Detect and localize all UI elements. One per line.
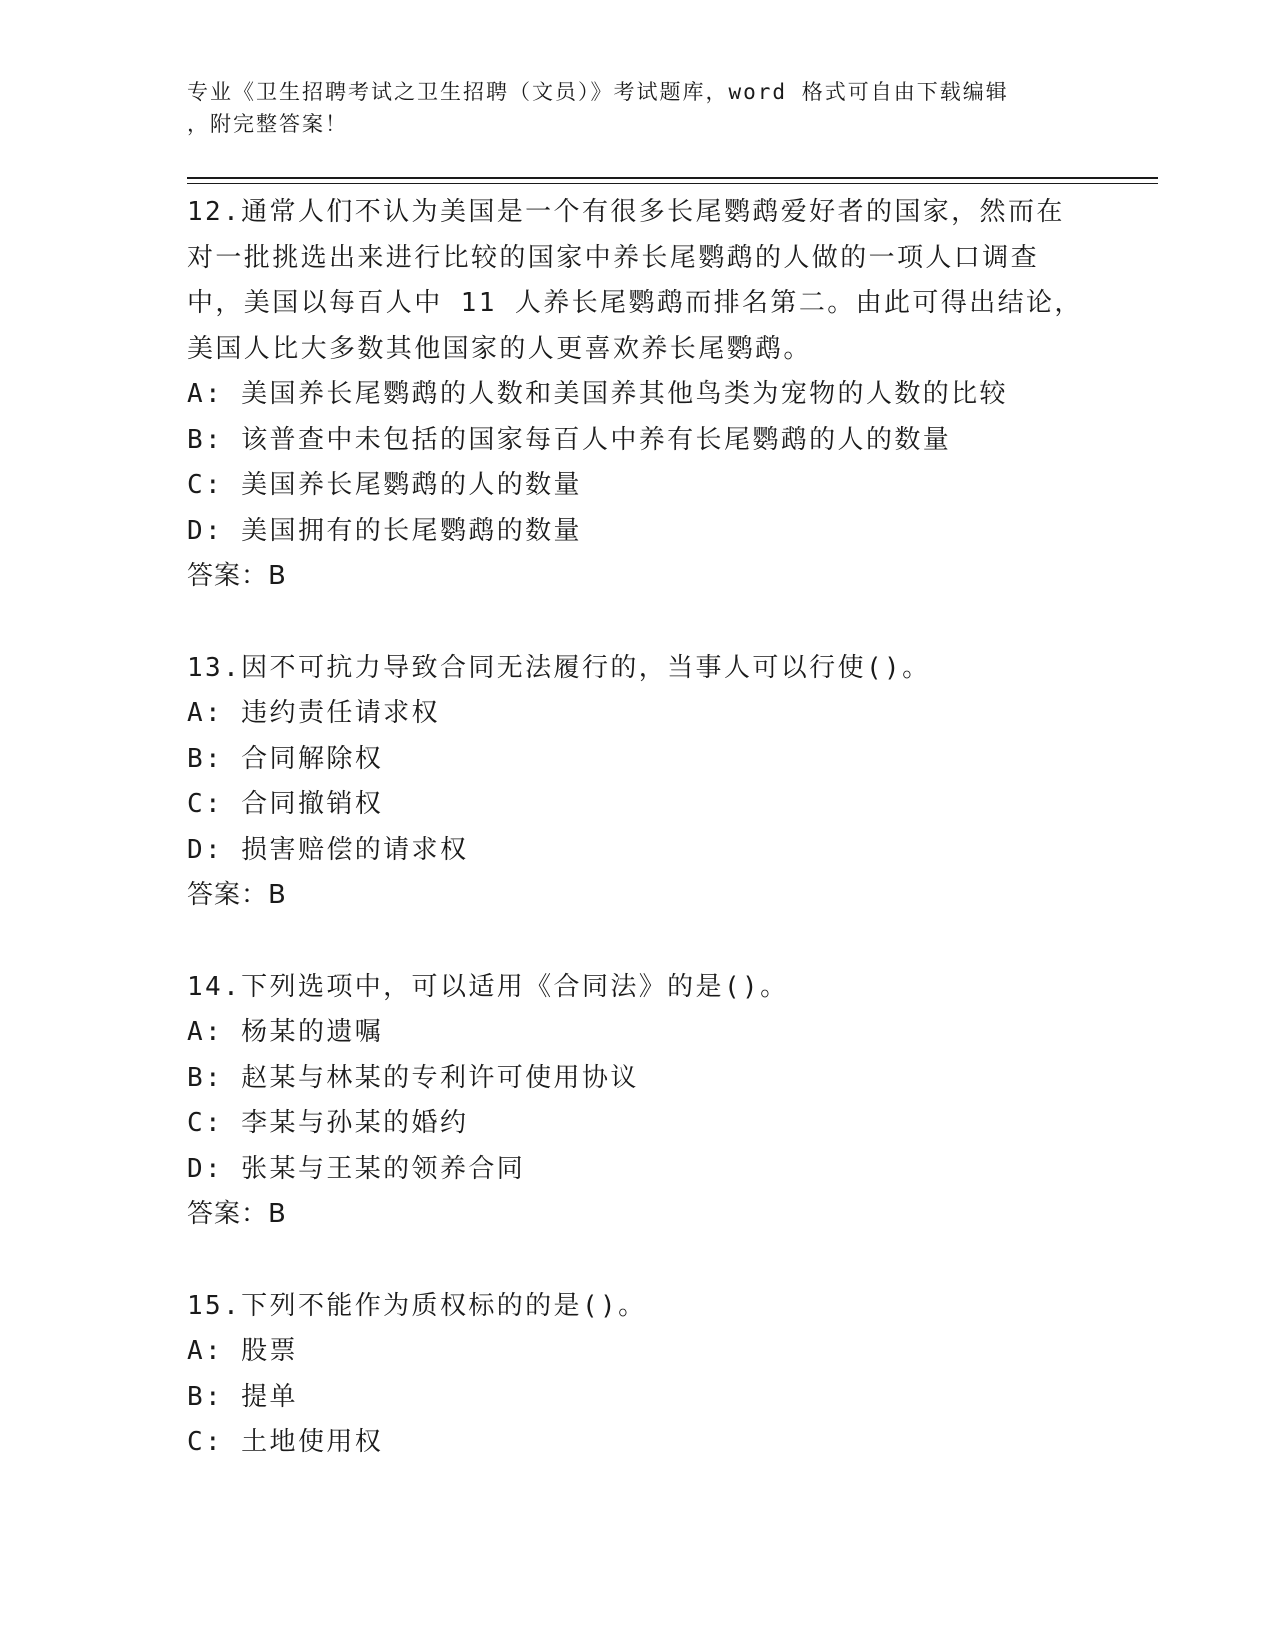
answer-line: 答案：B: [187, 1199, 287, 1229]
option-a: A: 股票: [187, 1336, 298, 1366]
option-a: A: 违约责任请求权: [187, 698, 440, 728]
question-text-line: 12.通常人们不认为美国是一个有很多长尾鹦鹉爱好者的国家，然而在: [187, 197, 1065, 227]
option-d: D: 损害赔偿的请求权: [187, 834, 469, 865]
option-c: C: 美国养长尾鹦鹉的人的数量: [187, 470, 582, 500]
question-text-line: 13.因不可抗力导致合同无法履行的，当事人可以行使()。: [187, 652, 931, 683]
question-12: [187, 190, 1087, 600]
option-c: C: 合同撤销权: [187, 789, 384, 819]
question-spacer: [187, 1238, 1087, 1284]
question-13: [187, 646, 1087, 919]
header-line-2: ，附完整答案！: [187, 112, 348, 136]
question-text-line: 15.下列不能作为质权标的的是()。: [187, 1290, 647, 1321]
question-14: [187, 965, 1087, 1238]
option-c: C: 李某与孙某的婚约: [187, 1108, 469, 1138]
document-header: [187, 76, 1067, 140]
option-c: C: 土地使用权: [187, 1427, 384, 1457]
question-spacer: [187, 919, 1087, 965]
question-list: [187, 190, 1087, 1466]
question-spacer: [187, 600, 1087, 646]
option-b: B: 该普查中未包括的国家每百人中养有长尾鹦鹉的人的数量: [187, 424, 952, 455]
option-d: D: 张某与王某的领养合同: [187, 1153, 526, 1184]
question-text-line: 美国人比大多数其他国家的人更喜欢养长尾鹦鹉。: [187, 333, 812, 364]
question-text-line: 14.下列选项中，可以适用《合同法》的是()。: [187, 971, 789, 1002]
option-d: D: 美国拥有的长尾鹦鹉的数量: [187, 515, 582, 546]
header-line-1: 专业《卫生招聘考试之卫生招聘（文员）》考试题库，word 格式可自由下载编辑: [187, 80, 1009, 104]
question-text-line: 中，美国以每百人中 11 人养长尾鹦鹉而排名第二。由此可得出结论，: [187, 288, 1083, 318]
option-a: A: 美国养长尾鹦鹉的人数和美国养其他鸟类为宠物的人数的比较: [187, 379, 1008, 409]
option-b: B: 合同解除权: [187, 743, 384, 774]
option-a: A: 杨某的遗嘱: [187, 1017, 384, 1047]
header-rule-thick: [187, 177, 1158, 179]
option-b: B: 赵某与林某的专利许可使用协议: [187, 1062, 639, 1093]
question-15: [187, 1284, 1087, 1466]
option-b: B: 提单: [187, 1381, 298, 1412]
answer-line: 答案：B: [187, 880, 287, 910]
question-text-line: 对一批挑选出来进行比较的国家中养长尾鹦鹉的人做的一项人口调查: [187, 242, 1040, 273]
header-rule-thin: [187, 183, 1158, 184]
answer-line: 答案：B: [187, 561, 287, 591]
